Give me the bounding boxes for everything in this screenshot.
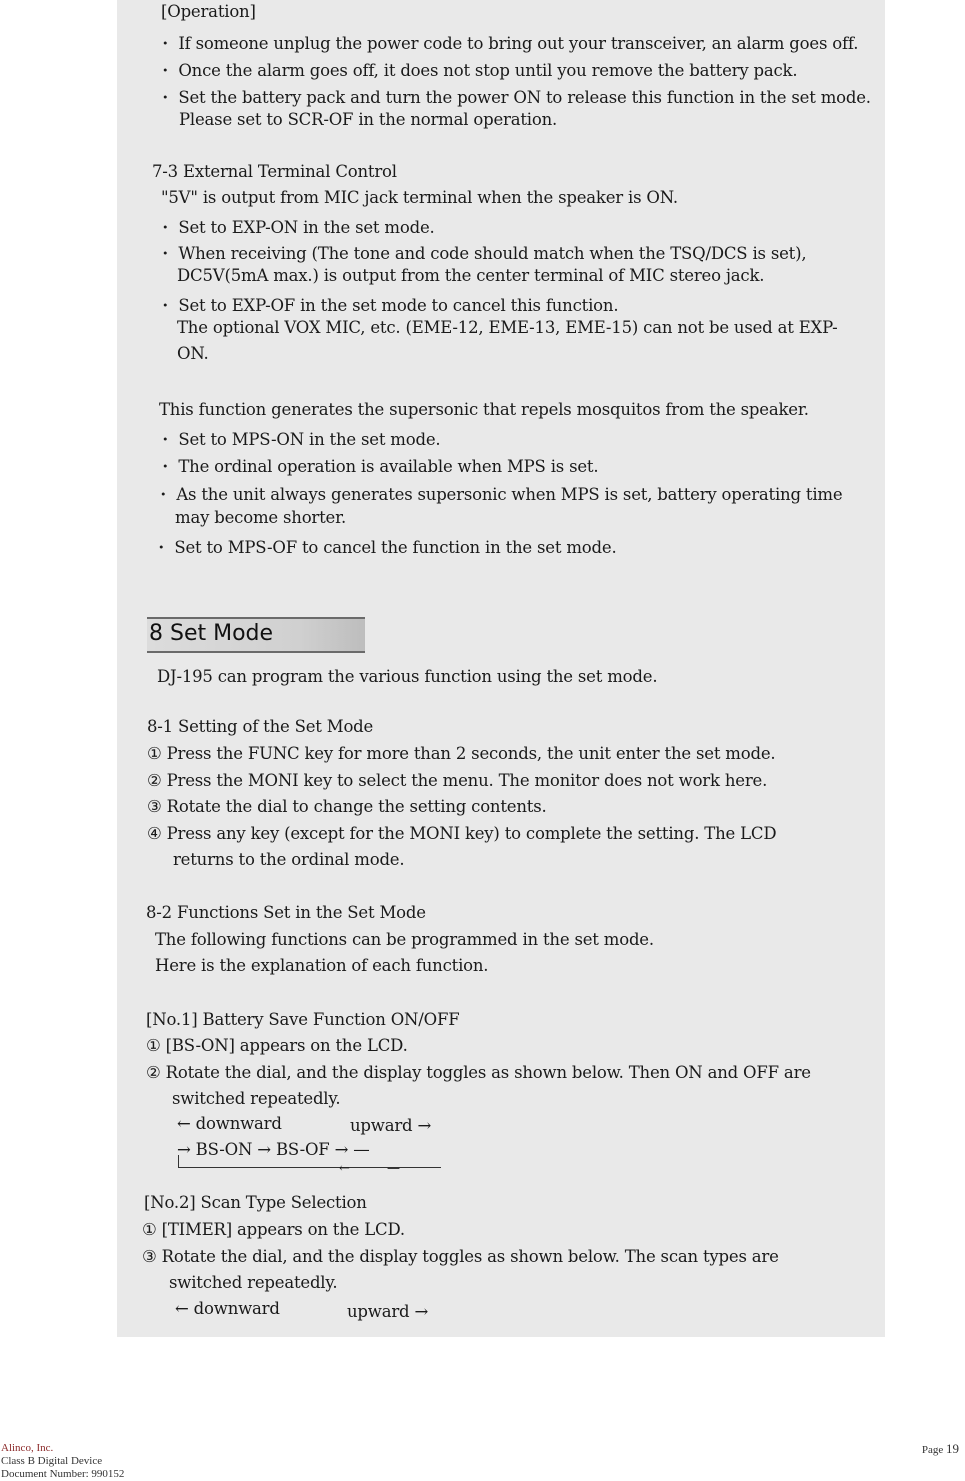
- no2-heading: [No.2] Scan Type Selection: [144, 1193, 367, 1212]
- section-title-banner: [147, 617, 365, 653]
- operation-line: ・ If someone unplug the power code to bring out your transceiver, an alarm goes off.: [157, 34, 859, 53]
- mosquito-line: ・ Set to MPS-ON in the set mode.: [157, 430, 441, 449]
- no1-line: ② Rotate the dial, and the display toggles as shown below. Then ON and OFF are: [146, 1063, 811, 1082]
- no1-upward: upward →: [350, 1116, 432, 1135]
- setting-step: ② Press the MONI key to select the menu. The monitor does not work here.: [147, 771, 768, 790]
- no1-cycle: → BS-ON → BS-OF → —: [177, 1140, 370, 1159]
- mosquito-line: ・ The ordinal operation is available when MPS is set.: [157, 457, 599, 476]
- operation-line: ・ Set the battery pack and turn the power ON to release this function in the set mode.: [157, 88, 871, 107]
- mosquito-line: ・ As the unit always generates supersonic when MPS is set, battery operating time: [155, 485, 843, 504]
- no2-line: ① [TIMER] appears on the LCD.: [142, 1220, 405, 1239]
- section-title: 8 Set Mode: [149, 621, 274, 646]
- scanned-page: [117, 0, 885, 1337]
- footer-company: Alinco, Inc.: [1, 1442, 54, 1454]
- mosquito-line: This function generates the supersonic that repels mosquitos from the speaker.: [159, 400, 809, 419]
- setting-step: ① Press the FUNC key for more than 2 seconds, the unit enter the set mode.: [147, 744, 776, 763]
- set-mode-intro: DJ-195 can program the various function using the set mode.: [157, 667, 658, 686]
- ext-terminal-line: ・ When receiving (The tone and code should match when the TSQ/DCS is set),: [157, 244, 807, 263]
- operation-line: ・ Once the alarm goes off, it does not stop until you remove the battery pack.: [157, 61, 798, 80]
- ext-terminal-line: The optional VOX MIC, etc. (EME-12, EME-13, EME-15) can not be used at EXP-: [177, 318, 838, 337]
- no1-downward: ← downward: [177, 1114, 282, 1133]
- no1-heading: [No.1] Battery Save Function ON/OFF: [146, 1010, 460, 1029]
- no1-cycle-return-line: [178, 1155, 441, 1168]
- no2-upward: upward →: [347, 1302, 429, 1321]
- document-footer: [1, 1442, 124, 1481]
- setting-step: ③ Rotate the dial to change the setting contents.: [147, 797, 547, 816]
- setting-heading: 8-1 Setting of the Set Mode: [147, 717, 374, 736]
- no1-return-dash: —: [387, 1161, 400, 1176]
- mosquito-line: may become shorter.: [175, 508, 347, 527]
- setting-step: ④ Press any key (except for the MONI key) to complete the setting. The LCD: [147, 824, 777, 843]
- functions-line: Here is the explanation of each function.: [155, 956, 489, 975]
- no2-line: ③ Rotate the dial, and the display toggles as shown below. The scan types are: [142, 1247, 779, 1266]
- no1-line: ① [BS-ON] appears on the LCD.: [146, 1036, 408, 1055]
- ext-terminal-heading: 7-3 External Terminal Control: [152, 162, 397, 181]
- no1-line: switched repeatedly.: [172, 1089, 341, 1108]
- page-number: 19: [946, 1441, 959, 1456]
- ext-terminal-line: DC5V(5mA max.) is output from the center terminal of MIC stereo jack.: [177, 266, 765, 285]
- page-label: Page: [921, 1444, 944, 1456]
- ext-terminal-line: ON.: [177, 344, 209, 363]
- functions-line: The following functions can be programmed in the set mode.: [155, 930, 654, 949]
- no2-downward: ← downward: [175, 1299, 280, 1318]
- footer-device-class: Class B Digital Device: [1, 1455, 103, 1467]
- functions-heading: 8-2 Functions Set in the Set Mode: [146, 903, 426, 922]
- page-number-block: [922, 1442, 959, 1457]
- ext-terminal-line: "5V" is output from MIC jack terminal when the speaker is ON.: [161, 188, 678, 207]
- mosquito-line: ・ Set to MPS-OF to cancel the function in the set mode.: [153, 538, 617, 557]
- operation-line: Please set to SCR-OF in the normal operation.: [179, 110, 558, 129]
- no2-line: switched repeatedly.: [169, 1273, 338, 1292]
- setting-step: returns to the ordinal mode.: [173, 850, 405, 869]
- no1-return-arrow: ←: [339, 1161, 350, 1176]
- operation-heading: [Operation]: [161, 2, 256, 21]
- ext-terminal-line: ・ Set to EXP-ON in the set mode.: [157, 218, 435, 237]
- ext-terminal-line: ・ Set to EXP-OF in the set mode to cancel this function.: [157, 296, 619, 315]
- footer-doc-number: Document Number: 990152: [1, 1468, 125, 1480]
